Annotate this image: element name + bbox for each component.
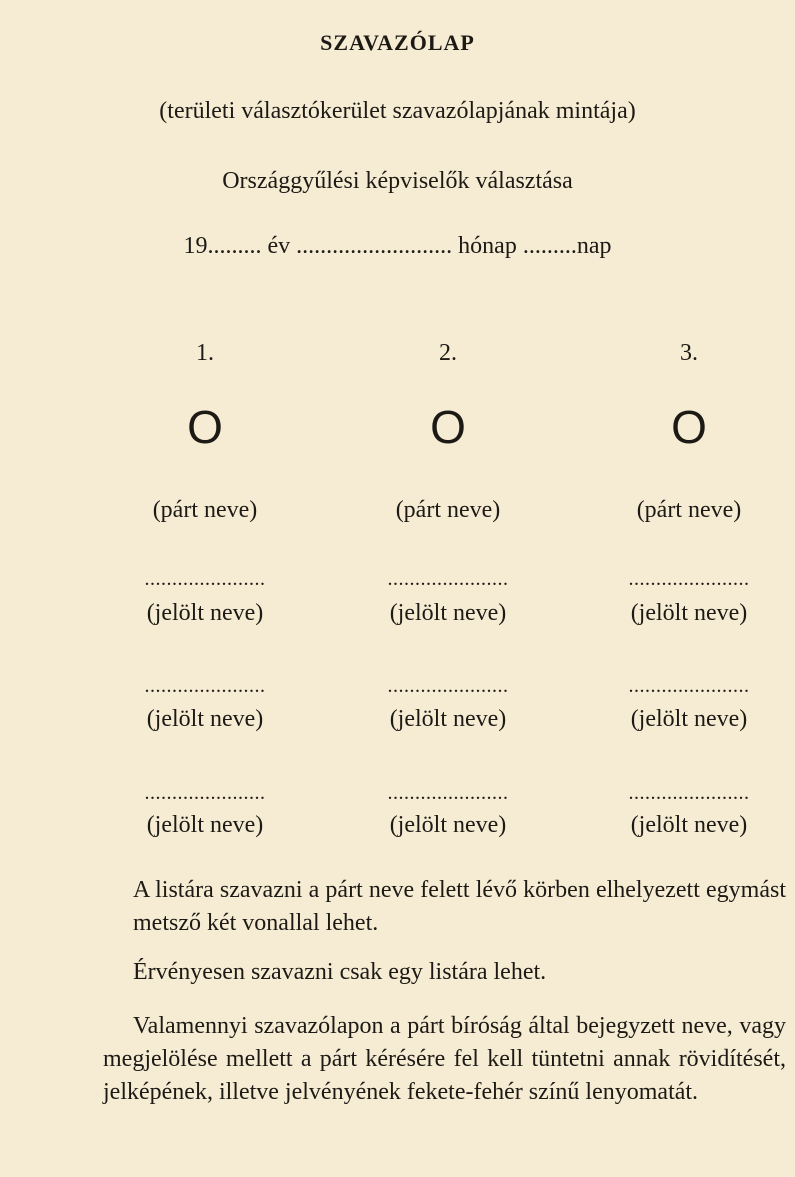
party-name-2: (párt neve) [395,497,501,523]
dotted-line: ...................... [387,782,509,804]
date-line: 19......... év .......................... hónap .........nap [183,233,612,259]
column-number-3: 3. [680,340,698,366]
vote-circle-2[interactable]: O [430,401,466,453]
candidate-name: (jelölt neve) [630,706,748,732]
dotted-line: ...................... [387,675,509,697]
candidate-name: (jelölt neve) [389,812,507,838]
instruction-paragraph-2: Érvényesen szavazni csak egy listára lehet. [133,959,547,985]
candidate-name: (jelölt neve) [630,812,748,838]
candidate-name: (jelölt neve) [389,706,507,732]
dotted-line: ...................... [144,782,266,804]
ballot-title: SZAVAZÓLAP [320,30,475,55]
dotted-line: ...................... [144,675,266,697]
column-number-1: 1. [196,340,214,366]
instruction-paragraph-1: A listára szavazni a párt neve felett lévő körben elhelyezett egymást metsző két vonallal lehet. [133,877,786,936]
dotted-line: ...................... [628,782,750,804]
party-name-1: (párt neve) [152,497,258,523]
party-name-3: (párt neve) [636,497,742,523]
column-number-2: 2. [439,340,457,366]
election-name: Országgyűlési képviselők választása [222,168,573,194]
candidate-name: (jelölt neve) [389,600,507,626]
dotted-line: ...................... [628,568,750,590]
vote-circle-1[interactable]: O [187,401,223,453]
candidate-name: (jelölt neve) [630,600,748,626]
dotted-line: ...................... [387,568,509,590]
vote-circle-3[interactable]: O [671,401,707,453]
dotted-line: ...................... [628,675,750,697]
candidate-name: (jelölt neve) [146,812,264,838]
candidate-name: (jelölt neve) [146,706,264,732]
instruction-paragraph-3: Valamennyi szavazólapon a párt bíróság által bejegyzett neve, vagy megjelölése mellett a párt kérésére fel kell tüntetni annak rövidítését, jelképének, illetve jelvényének fekete-fehér színű lenyomatát. [103,1013,786,1105]
candidate-name: (jelölt neve) [146,600,264,626]
dotted-line: ...................... [144,568,266,590]
ballot-subtitle: (területi választókerület szavazólapjának mintája) [159,98,636,124]
